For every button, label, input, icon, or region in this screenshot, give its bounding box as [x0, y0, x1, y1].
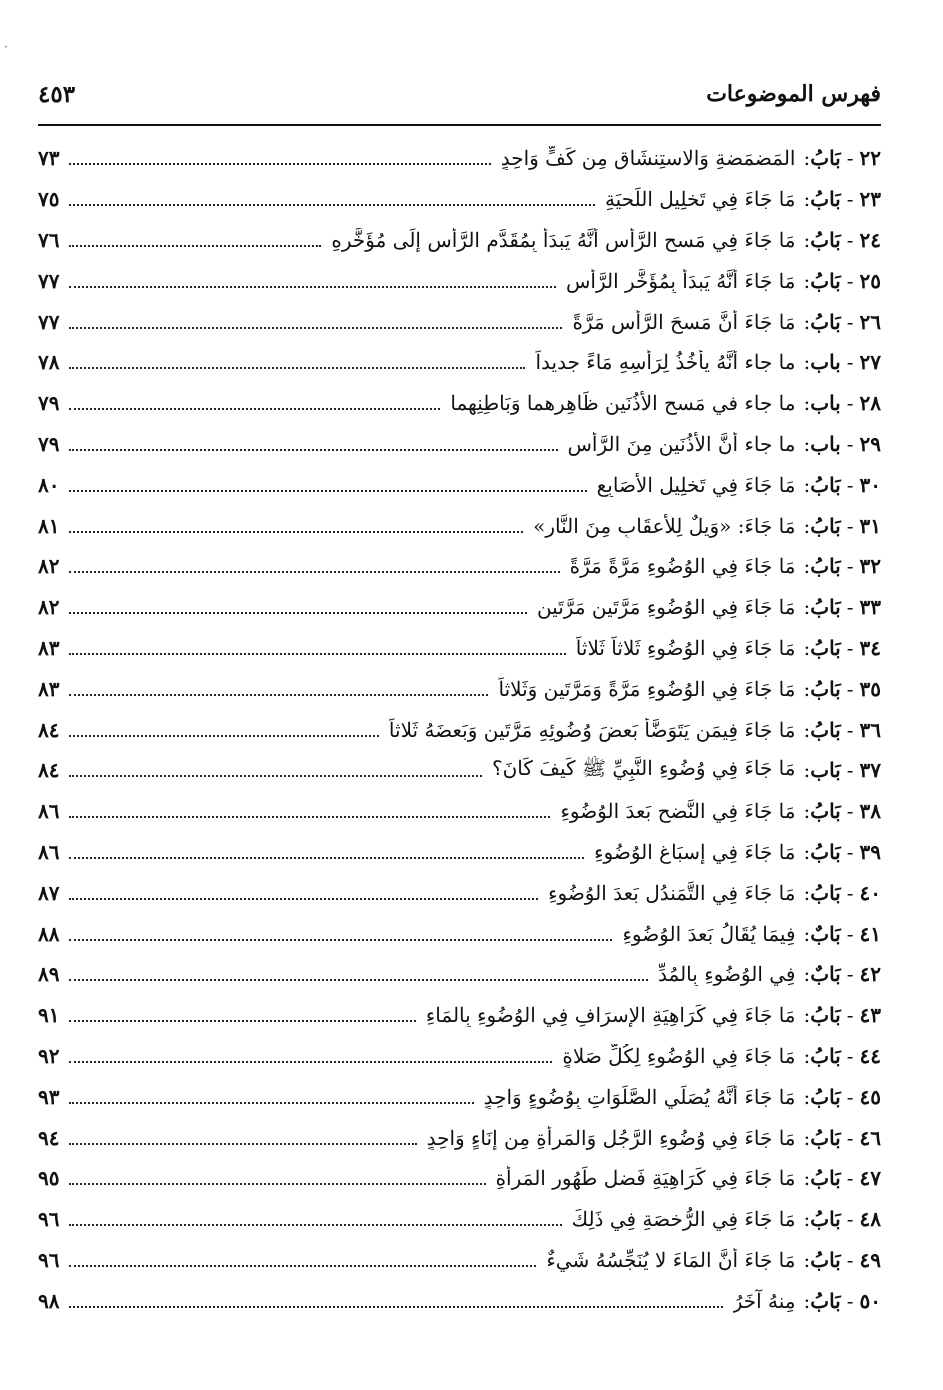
dot-leader [69, 163, 490, 165]
entry-label: بَابُ [810, 635, 841, 660]
entry-title: مَا جَاءَ فِي إِسبَاغِ الوُضُوءِ [594, 839, 796, 864]
entry-dash: - [846, 839, 854, 864]
entry-number: ٢٩ [859, 431, 881, 456]
entry-page-number: ٨١ [38, 513, 60, 538]
toc-entry [38, 1240, 881, 1281]
entry-label: بَابُ [810, 146, 841, 171]
entry-page-number: ٧٨ [38, 350, 60, 375]
entry-number: ٤١ [859, 921, 881, 946]
entry-dash: - [846, 1247, 854, 1272]
entry-dash: - [846, 1288, 854, 1313]
entry-dash: - [846, 717, 854, 742]
entry-page-number: ٩٢ [38, 1043, 60, 1068]
dot-leader [69, 1265, 536, 1267]
toc-entry [38, 1076, 881, 1117]
entry-number: ٣١ [859, 513, 881, 538]
toc-entry [38, 1036, 881, 1077]
entry-dash: - [846, 921, 854, 946]
entry-page-number: ٩٨ [38, 1288, 60, 1313]
dot-leader [69, 735, 378, 737]
entry-dash: - [846, 472, 854, 497]
entry-colon: : [803, 554, 811, 579]
toc-entry [38, 301, 881, 342]
entry-page-number: ٨٨ [38, 921, 60, 946]
entry-title: مَا جَاءَ: «وَيلٌ لِلأَعقَابِ مِنَ النَّارِ» [533, 513, 796, 538]
entry-page-number: ٩٣ [38, 1084, 60, 1109]
dot-leader [69, 898, 538, 900]
page-number: ٤٥٣ [38, 80, 76, 108]
entry-title: مَا جَاءَ فِي الرُّخصَةِ فِي ذَلِكَ [571, 1207, 796, 1232]
entry-page-number: ٧٧ [38, 268, 60, 293]
entry-page-number: ٩٤ [38, 1125, 60, 1150]
toc-entry [38, 1280, 881, 1321]
entry-number: ٣٢ [859, 554, 881, 579]
entry-page-number: ٨٦ [38, 839, 60, 864]
entry-number: ٤٧ [859, 1166, 881, 1191]
entry-title: مَا جَاءَ أَنَّهُ يُصَلِّي الصَّلَوَاتِ بِوُضُوءٍ وَاحِدٍ [483, 1084, 796, 1109]
entry-number: ٤٩ [859, 1247, 881, 1272]
entry-number: ٣٦ [859, 717, 881, 742]
dot-leader [69, 775, 482, 777]
entry-colon: : [803, 799, 811, 824]
toc-entry [38, 1199, 881, 1240]
dot-leader [69, 1020, 415, 1022]
entry-colon: : [803, 187, 811, 212]
entry-number: ٢٨ [859, 391, 881, 416]
entry-dash: - [846, 758, 854, 783]
entry-title: ما جاء أنَّهُ يأخُذُ لِرَأسِهِ مَاءً جديداً [535, 350, 796, 375]
entry-label: بَابُ [810, 1288, 841, 1313]
entry-dash: - [846, 1003, 854, 1028]
entry-label: بَابُ [810, 676, 841, 701]
entry-label: بَابُ [810, 880, 841, 905]
entry-number: ٢٧ [859, 350, 881, 375]
entry-page-number: ٨٣ [38, 676, 60, 701]
dot-leader [69, 653, 565, 655]
entry-page-number: ٩٥ [38, 1166, 60, 1191]
entry-colon: : [803, 227, 811, 252]
toc-entry [38, 668, 881, 709]
entry-page-number: ٧٦ [38, 227, 60, 252]
entry-number: ٢٥ [859, 268, 881, 293]
running-title: فهرس الموضوعات [706, 81, 881, 107]
entry-label: باب [810, 431, 841, 456]
toc-entry [38, 383, 881, 424]
entry-title: مَا جَاءَ فِي كَرَاهِيَةِ الإِسرَافِ فِي الوُضُوءِ بِالمَاءِ [425, 1003, 796, 1028]
entry-colon: : [803, 717, 811, 742]
toc-entry [38, 138, 881, 179]
entry-label: بَابُ [810, 595, 841, 620]
entry-number: ٢٤ [859, 227, 881, 252]
toc-entry [38, 832, 881, 873]
dot-leader [69, 531, 523, 533]
entry-label: بَابُ [810, 309, 841, 334]
toc-entry [38, 179, 881, 220]
entry-page-number: ٧٧ [38, 309, 60, 334]
entry-dash: - [846, 227, 854, 252]
entry-dash: - [846, 676, 854, 701]
toc-entry [38, 628, 881, 669]
table-of-contents [38, 138, 881, 1321]
entry-colon: : [803, 472, 811, 497]
entry-dash: - [846, 880, 854, 905]
entry-title: مَا جَاءَ أَنَّ مَسحَ الرَّأسِ مَرَّةً [572, 309, 796, 334]
entry-colon: : [803, 513, 811, 538]
dot-leader [69, 1306, 722, 1308]
toc-entry [38, 505, 881, 546]
dot-leader [69, 694, 488, 696]
entry-colon: : [803, 1166, 811, 1191]
entry-number: ٤٥ [859, 1084, 881, 1109]
entry-number: ٣٠ [859, 472, 881, 497]
entry-title: مَا جَاءَ فِي الوُضُوءِ لِكُلِّ صَلاةٍ [562, 1043, 796, 1068]
entry-page-number: ٧٥ [38, 187, 60, 212]
entry-colon: : [803, 431, 811, 456]
entry-page-number: ٧٣ [38, 146, 60, 171]
entry-number: ٣٨ [859, 799, 881, 824]
edge-mark: · [4, 40, 8, 54]
entry-colon: : [803, 1084, 811, 1109]
entry-colon: : [803, 839, 811, 864]
dot-leader [69, 449, 557, 451]
dot-leader [69, 571, 559, 573]
entry-dash: - [846, 513, 854, 538]
entry-number: ٤٦ [859, 1125, 881, 1150]
entry-number: ٤٢ [859, 962, 881, 987]
entry-colon: : [803, 962, 811, 987]
entry-colon: : [803, 676, 811, 701]
entry-colon: : [803, 1043, 811, 1068]
entry-label: بَابُ [810, 717, 841, 742]
entry-dash: - [846, 431, 854, 456]
entry-title: مَا جَاءَ فِي الوُضُوءِ مَرَّةً وَمَرَّتَينِ وَثَلاثاً [498, 676, 796, 701]
entry-page-number: ٨٧ [38, 880, 60, 905]
entry-number: ٥٠ [859, 1288, 881, 1313]
entry-dash: - [846, 1043, 854, 1068]
entry-colon: : [803, 1247, 811, 1272]
entry-title: مَا جَاءَ فِي الوُضُوءِ ثَلاثاً ثَلاثاً [575, 635, 796, 660]
entry-title: مِنهُ آخَرُ [732, 1288, 796, 1313]
dot-leader [69, 327, 562, 329]
entry-label: بَابُ [810, 187, 841, 212]
entry-number: ٤٤ [859, 1043, 881, 1068]
dot-leader [69, 1224, 561, 1226]
entry-title: المَضمَضةِ وَالاستِنشَاقِ مِن كَفٍّ وَاحِدٍ [500, 146, 796, 171]
entry-number: ٢٢ [859, 146, 881, 171]
toc-entry [38, 913, 881, 954]
toc-entry [38, 995, 881, 1036]
entry-dash: - [846, 962, 854, 987]
entry-title: مَا جَاءَ أَنَّ المَاءَ لا يُنَجِّسُهُ شَيءٌ [546, 1247, 796, 1272]
entry-colon: : [803, 268, 811, 293]
entry-page-number: ٧٩ [38, 431, 60, 456]
entry-colon: : [803, 635, 811, 660]
toc-entry [38, 424, 881, 465]
entry-label: باب [810, 391, 841, 416]
toc-entry [38, 220, 881, 261]
entry-page-number: ٨٢ [38, 554, 60, 579]
toc-entry [38, 791, 881, 832]
dot-leader [69, 1143, 416, 1145]
entry-colon: : [803, 595, 811, 620]
toc-entry [38, 546, 881, 587]
entry-page-number: ٩٦ [38, 1247, 60, 1272]
entry-dash: - [846, 1125, 854, 1150]
entry-number: ٣٣ [859, 595, 881, 620]
toc-entry [38, 1158, 881, 1199]
entry-label: بَابُ [810, 513, 841, 538]
entry-dash: - [846, 595, 854, 620]
entry-page-number: ٧٩ [38, 391, 60, 416]
entry-dash: - [846, 554, 854, 579]
entry-colon: : [803, 921, 811, 946]
dot-leader [69, 939, 612, 941]
dot-leader [69, 204, 594, 206]
entry-label: بَابُ [810, 1003, 841, 1028]
toc-entry [38, 709, 881, 750]
entry-number: ٢٣ [859, 187, 881, 212]
dot-leader [69, 1183, 485, 1185]
dot-leader [69, 857, 584, 859]
entry-dash: - [846, 391, 854, 416]
entry-page-number: ٨٦ [38, 799, 60, 824]
entry-number: ٤٨ [859, 1207, 881, 1232]
entry-dash: - [846, 268, 854, 293]
entry-label: بَابُ [810, 227, 841, 252]
entry-page-number: ٨٤ [38, 717, 60, 742]
entry-title: مَا جَاءَ فِي تَخلِيلِ اللِّحيَةِ [604, 187, 796, 212]
entry-colon: : [803, 309, 811, 334]
entry-dash: - [846, 1084, 854, 1109]
entry-label: بَابُ [810, 1084, 841, 1109]
entry-title: مَا جَاءَ فِي الوُضُوءِ مَرَّتَينِ مَرَّتَينِ [536, 595, 796, 620]
entry-label: بَابُ [810, 1247, 841, 1272]
entry-dash: - [846, 799, 854, 824]
entry-page-number: ٩١ [38, 1003, 60, 1028]
entry-title: فِيمَا يُقَالُ بَعدَ الوُضُوءِ [622, 921, 796, 946]
dot-leader [69, 979, 648, 981]
entry-colon: : [803, 758, 811, 783]
entry-colon: : [803, 1003, 811, 1028]
entry-title: مَا جَاءَ فِي كَرَاهِيَةِ فَضلِ طَهُورِ المَرأَةِ [495, 1166, 796, 1191]
entry-number: ٤٠ [859, 880, 881, 905]
toc-entry [38, 954, 881, 995]
entry-label: بَابُ [810, 1166, 841, 1191]
dot-leader [69, 816, 550, 818]
toc-entry [38, 750, 881, 791]
entry-title: مَا جَاءَ فِي الوُضُوءِ مَرَّةً مَرَّةً [569, 554, 796, 579]
entry-page-number: ٨٠ [38, 472, 60, 497]
entry-colon: : [803, 1207, 811, 1232]
dot-leader [69, 1102, 473, 1104]
toc-entry [38, 342, 881, 383]
entry-label: بَابُ [810, 554, 841, 579]
entry-page-number: ٩٦ [38, 1207, 60, 1232]
entry-dash: - [846, 187, 854, 212]
toc-entry [38, 464, 881, 505]
entry-title: فِي الوُضُوءِ بِالمُدِّ [658, 962, 796, 987]
dot-leader [69, 286, 556, 288]
entry-number: ٣٩ [859, 839, 881, 864]
entry-dash: - [846, 309, 854, 334]
entry-page-number: ٨٢ [38, 595, 60, 620]
entry-colon: : [803, 1288, 811, 1313]
dot-leader [69, 408, 440, 410]
entry-dash: - [846, 1207, 854, 1232]
entry-title: مَا جَاءَ فِي وُضُوءِ النَّبِيِّ ﷺ كَيفَ كَانَ؟ [491, 755, 796, 780]
page-header [38, 72, 881, 116]
header-rule [38, 124, 881, 126]
entry-title: ما جاء في مَسحِ الأُذُنَينِ ظَاهِرِهما وَبَاطِنِهِما [450, 391, 796, 416]
entry-number: ٣٧ [859, 758, 881, 783]
entry-title: مَا جَاءَ أَنَّهُ يَبدَأُ بِمُؤَخَّرِ الرَّأسِ [566, 268, 796, 293]
entry-label: بَابٌ [810, 962, 841, 987]
entry-number: ٣٥ [859, 676, 881, 701]
entry-dash: - [846, 1166, 854, 1191]
entry-label: بَابٌ [810, 921, 841, 946]
dot-leader [69, 490, 586, 492]
dot-leader [69, 245, 321, 247]
entry-page-number: ٨٤ [38, 758, 60, 783]
entry-colon: : [803, 880, 811, 905]
entry-colon: : [803, 1125, 811, 1150]
dot-leader [69, 1061, 552, 1063]
toc-entry [38, 1117, 881, 1158]
entry-number: ٢٦ [859, 309, 881, 334]
entry-number: ٣٤ [859, 635, 881, 660]
entry-title: مَا جَاءَ فِي النَّضحِ بَعدَ الوُضُوءِ [560, 799, 796, 824]
entry-label: بَاب [810, 758, 841, 783]
entry-colon: : [803, 391, 811, 416]
entry-colon: : [803, 350, 811, 375]
entry-dash: - [846, 635, 854, 660]
entry-label: بَابُ [810, 1125, 841, 1150]
entry-label: بَابُ [810, 1043, 841, 1068]
entry-label: بَابُ [810, 799, 841, 824]
entry-title: ما جاء أنَّ الأُذُنَينِ مِنَ الرَّأسِ [567, 431, 796, 456]
entry-number: ٤٣ [859, 1003, 881, 1028]
entry-label: باب [810, 350, 841, 375]
dot-leader [69, 612, 526, 614]
entry-dash: - [846, 146, 854, 171]
entry-page-number: ٨٣ [38, 635, 60, 660]
entry-title: مَا جَاءَ فِيمَن يَتَوَضَّأُ بَعضَ وُضُوئِهِ مَرَّتَينِ وَبَعضَهُ ثَلاثاً [388, 717, 796, 742]
entry-label: بَابُ [810, 1207, 841, 1232]
toc-entry [38, 260, 881, 301]
entry-label: بَابُ [810, 839, 841, 864]
entry-page-number: ٨٩ [38, 962, 60, 987]
entry-colon: : [803, 146, 811, 171]
entry-label: بَابُ [810, 268, 841, 293]
entry-title: مَا جَاءَ فِي وُضُوءِ الرَّجُلِ وَالمَرأَةِ مِن إِنَاءٍ وَاحِدٍ [426, 1125, 796, 1150]
entry-dash: - [846, 350, 854, 375]
entry-title: مَا جَاءَ فِي التَّمَندُلِ بَعدَ الوُضُوءِ [548, 880, 796, 905]
entry-label: بَابُ [810, 472, 841, 497]
entry-title: مَا جَاءَ فِي تَخلِيلِ الأَصَابِعِ [596, 472, 796, 497]
toc-entry [38, 587, 881, 628]
entry-title: مَا جَاءَ فِي مَسحِ الرَّأسِ أَنَّهُ يَبدَأُ بِمُقَدَّمِ الرَّأسِ إِلَى مُؤَخَّرِهِ [331, 227, 796, 252]
dot-leader [69, 367, 525, 369]
toc-entry [38, 872, 881, 913]
